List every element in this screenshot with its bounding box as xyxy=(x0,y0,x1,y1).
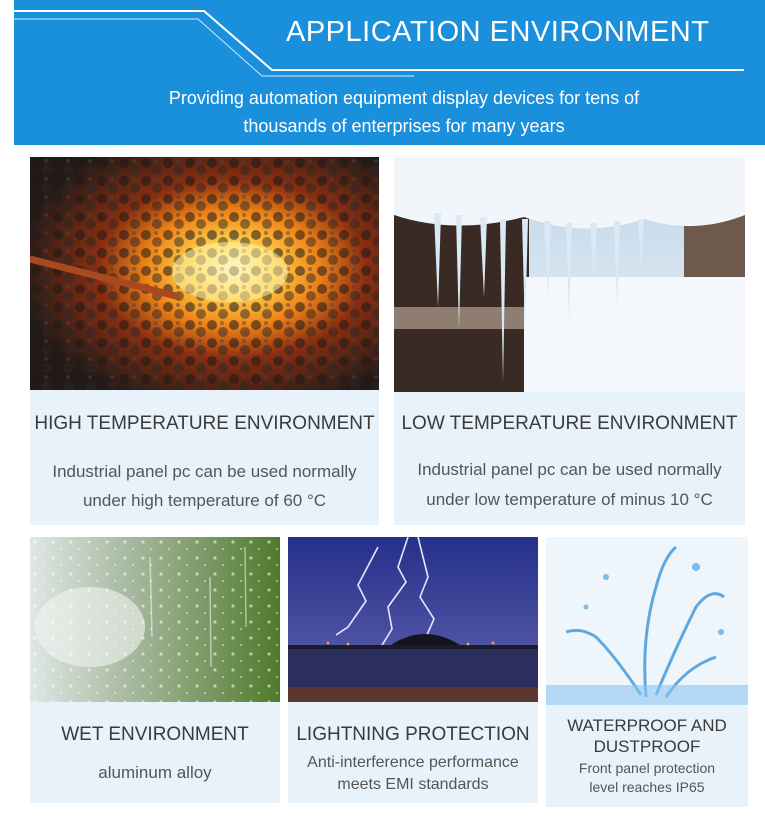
icicles-snow-image xyxy=(394,157,745,392)
wet-glass-image xyxy=(30,537,280,702)
card-title xyxy=(546,715,748,757)
card-description xyxy=(288,752,538,796)
card-description xyxy=(30,763,280,783)
subtitle-line-1: Providing automation equipment display devices for tens of xyxy=(168,88,640,108)
card-desc-line-2: under high temperature of 60 °C xyxy=(82,491,327,510)
card-high-temperature xyxy=(30,157,379,525)
card-low-temperature xyxy=(394,157,745,525)
water-splash-image xyxy=(546,537,748,705)
header-banner xyxy=(14,0,765,145)
card-desc-line-1: Front panel protection xyxy=(578,760,716,776)
card-lightning-protection xyxy=(288,537,538,803)
card-desc-line-1: aluminum alloy xyxy=(98,763,212,782)
card-wet-environment xyxy=(30,537,280,803)
fire-coals-image xyxy=(30,157,379,390)
card-desc-line-2: under low temperature of minus 10 °C xyxy=(426,490,713,509)
card-title: WET ENVIRONMENT xyxy=(61,724,249,745)
card-desc-line-1: Industrial panel pc can be used normally xyxy=(417,460,722,479)
card-title: LOW TEMPERATURE ENVIRONMENT xyxy=(401,413,738,434)
card-title-line-1: WATERPROOF AND xyxy=(567,716,727,735)
card-desc-line-2: level reaches IP65 xyxy=(589,779,705,795)
card-desc-line-1: Industrial panel pc can be used normally xyxy=(52,462,357,481)
subtitle-line-2: thousands of enterprises for many years xyxy=(243,116,565,136)
card-description xyxy=(394,455,745,515)
card-title-line-2: DUSTPROOF xyxy=(593,737,701,756)
page-subtitle xyxy=(114,84,694,140)
card-description xyxy=(30,457,379,515)
card-description xyxy=(546,759,748,797)
lightning-image xyxy=(288,537,538,702)
card-title: HIGH TEMPERATURE ENVIRONMENT xyxy=(34,413,375,434)
card-waterproof xyxy=(546,537,748,807)
card-desc-line-1: Anti-interference performance xyxy=(307,754,519,771)
card-desc-line-2: meets EMI standards xyxy=(337,776,489,793)
page-title: APPLICATION ENVIRONMENT xyxy=(286,16,710,48)
card-title: LIGHTNING PROTECTION xyxy=(296,724,530,745)
